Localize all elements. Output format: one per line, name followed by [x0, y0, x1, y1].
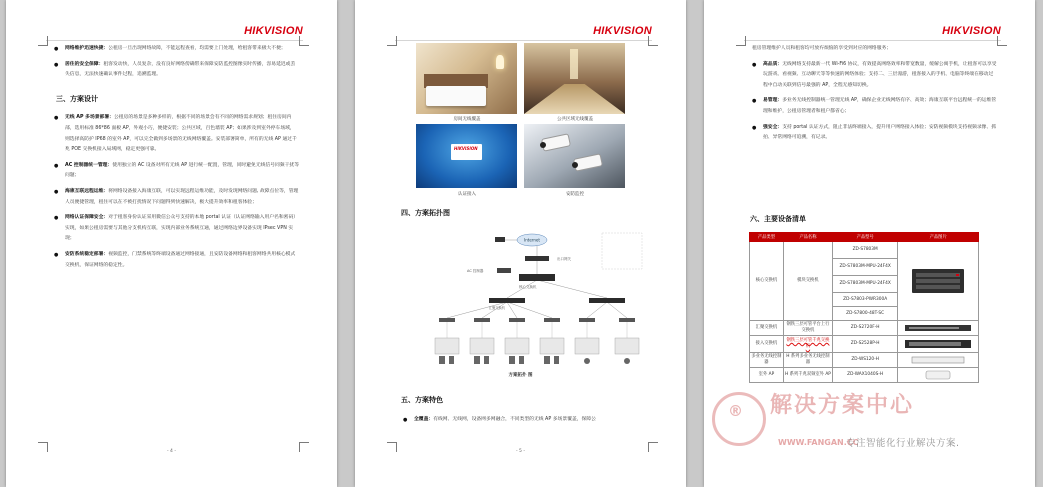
network-topology-diagram: [407, 228, 647, 378]
aggregation-switch-icon: [489, 298, 525, 303]
product-type-cell: 汇聚交换机: [750, 321, 784, 336]
photo-caption: 房间无线覆盖: [453, 117, 481, 122]
bullet-text: 租客发动快，人员复杂，没有良好网络傍确带来保障安防监控图像实时传播，容易延迟或丢失信息，无法快速确认事件过程，追溯监理。: [65, 61, 296, 78]
page-body: [752, 44, 997, 149]
bullet-text: 将网络设备接入海康互联，可以实现远程运维功能，及时发现网络问题, 故障点位等，管理人员便捷管理，租住可以在不被打扰情况下问题得到快速解决，极大提升效率和租客体验；: [65, 188, 299, 205]
laptop-icon: [474, 356, 480, 364]
equipment-table: [749, 232, 979, 383]
table-row: [750, 336, 979, 353]
phone-icon: [519, 356, 524, 364]
phone-icon: [554, 356, 559, 364]
hikvision-logo: HIKVISION: [454, 146, 478, 151]
bullet-item: [54, 213, 299, 245]
page-number: - 4 -: [167, 449, 176, 454]
page-body: [403, 415, 648, 431]
document-page-5: [355, 0, 686, 487]
product-model-cell: ZD-S2528P-H: [833, 336, 898, 353]
phone-icon: [449, 356, 454, 364]
product-type-cell: 接入交换机: [750, 336, 784, 353]
outdoor-ap-icon: [918, 369, 958, 381]
bullet-title: 居住的安全保障：: [65, 61, 104, 67]
product-model-cell: ZD-S2720F-H: [833, 321, 898, 336]
product-model-cell: ZD-S7803M-MPU-24F4X: [833, 259, 898, 276]
bullet-item: [54, 250, 299, 271]
chassis-switch-icon: [908, 265, 968, 297]
bullet-text: 公租房的场景是多种多样的，根据不同的场景会有不同的网络需求规划；租住房间内部，选用标准 86*86 面板 AP，外观小巧，便捷安装；公共区域，百色墙装 AP；如果涉及到室外停车场域，则选择高防护 IP68 的室外 AP，可以完全做到多场景的无线网络覆盖。安装部署简单，所有的无线 AP 通过千兆 POE 交换机接入局域网，稳定更强可靠。: [65, 115, 297, 153]
bullet-title: 易管理：: [763, 98, 783, 104]
product-image-cell: [898, 242, 979, 321]
table-header: 产品型号: [833, 233, 898, 242]
product-image-cell: [898, 336, 979, 353]
product-image-cell: [898, 321, 979, 336]
document-page-4: [6, 0, 337, 487]
poe-switch-icon: [903, 337, 973, 351]
topology-label-internet: Internet: [524, 237, 540, 243]
page-number: - 5 -: [516, 449, 525, 454]
product-type-cell: 多业务无线控制器: [750, 353, 784, 368]
header-rule: [395, 40, 652, 41]
bullet-item: [752, 123, 997, 144]
watermark-url: WWW.FANGAN.CC: [778, 438, 859, 447]
bullet-item: [54, 44, 299, 55]
access-switch-icon: [474, 318, 490, 322]
topology-label-agg: 汇聚交换机: [489, 306, 505, 310]
section-title: 五、方案特色: [401, 396, 443, 404]
access-switch-icon: [579, 318, 595, 322]
table-header: 产品图片: [898, 233, 979, 242]
hikvision-logo: HIKVISION: [244, 25, 303, 37]
product-model-cell: ZD-S7803M-MPU-24F4X: [833, 276, 898, 293]
photo-caption: 公共区域无线覆盖: [557, 117, 593, 122]
bullet-title: 网络认证保障安全：: [65, 215, 109, 221]
section-title: 三、方案设计: [56, 94, 98, 103]
bullet-title: 网络维护迅速快捷：: [65, 46, 109, 51]
product-type-cell: 室外 AP: [750, 368, 784, 383]
product-type-cell: 核心交换机: [750, 242, 784, 321]
product-model-cell: ZD-WAX1040S-H: [833, 368, 898, 383]
bullet-text: 支持 portal 认证方式，阻止非法终端接入，提升用户网络接入体验；安防视频模块支持视频录像、抓拍、异常网络可追溯，有记录。: [763, 124, 997, 141]
product-model-cell: ZD-S7803M: [833, 242, 898, 259]
bullet-text: 视频监控，门禁系统等终端设备通过网络接通，且安防设备网络和租客网络共用核心模式交换机，保证网络的稳定性。: [65, 251, 296, 268]
photo-caption: 安防监控: [566, 192, 584, 197]
bullet-text: 公租房一旦出现网络故障，不能远程查看，均需要上门处理，给租客带来极大不便；: [108, 46, 286, 51]
product-model-cell: ZD-S7803-PWR300A: [833, 293, 898, 307]
rack-switch-icon: [903, 322, 973, 334]
bullet-title: 安防系统稳定部署：: [65, 251, 109, 257]
bullet-text: 对于租客身份认证采用微信公众号支持的本地 portal 认证（认证网络输入用户名和密码）实现，如果公租房需要与其他分支机构互联，实现内部业务系统互通，通过网络边界设备实现 IPsec VPN 实现；: [65, 215, 299, 242]
bullet-item: [54, 60, 299, 81]
table-header: 产品名称: [783, 233, 832, 242]
watermark-title: 解决方案中心: [770, 392, 915, 418]
phone-icon: [484, 356, 489, 364]
bullet-item: [54, 113, 299, 155]
product-name-cell: 钢铁三层可管平台上行交换机: [783, 321, 832, 336]
page-body: [54, 44, 299, 276]
access-switch-icon: [509, 318, 525, 322]
product-name-cell: H 系列千兆双频室外 AP: [783, 368, 832, 383]
laptop-icon: [509, 356, 515, 364]
hikvision-logo: HIKVISION: [942, 25, 1001, 37]
diagram-caption: 方案拓扑 图: [508, 373, 533, 378]
photo-caption: 认证接入: [458, 192, 476, 197]
intro-text: 租房管理维护人员和租客均可放弃烦恼的享受到对应的网络服务；: [752, 46, 892, 51]
access-switch-icon: [619, 318, 635, 322]
bullet-title: 全覆盖：: [414, 417, 434, 422]
security-camera-photo: [524, 124, 625, 188]
header-rule: [744, 40, 1001, 41]
section-title: 六、主要设备清单: [750, 215, 806, 223]
firewall-icon: [525, 256, 549, 261]
laptop-icon: [439, 356, 445, 364]
product-image-cell: [898, 353, 979, 368]
aggregation-switch-icon: [589, 298, 625, 303]
table-row: [750, 242, 979, 259]
table-row: [750, 321, 979, 336]
wireless-controller-icon: [908, 354, 968, 366]
laptop-icon: [544, 356, 550, 364]
crop-mark: [648, 36, 658, 46]
camera-icon: [624, 358, 630, 364]
bullet-text: 使用独立的 AC 设备对所有无线 AP 进行统一配置，管理，同时避免无线信号同频干扰等问题；: [65, 162, 299, 179]
watermark: ® 解决方案中心 WWW.FANGAN.CC 专注智能化行业解决方案.: [706, 386, 1043, 476]
access-switch-icon: [439, 318, 455, 322]
camera-icon: [584, 358, 590, 364]
bullet-item: [752, 96, 997, 117]
table-row: [750, 368, 979, 383]
table-row: [750, 353, 979, 368]
bullet-title: 海康互联远程运维：: [65, 188, 109, 194]
product-name-cell: 钢铁三层可管千兆交换机: [783, 336, 832, 353]
product-image-cell: [898, 368, 979, 383]
access-switch-icon: [544, 318, 560, 322]
product-model-cell: ZD-WS120-H: [833, 353, 898, 368]
bullet-title: 强安全：: [763, 124, 783, 130]
bullet-title: AC 控制器统一管理：: [65, 162, 113, 168]
bullet-item: [752, 60, 997, 92]
ac-controller-icon: [497, 268, 511, 273]
portal-screen-photo: [416, 124, 517, 188]
section-title: 四、方案拓扑图: [401, 209, 450, 217]
bullet-text: 有线网、无线网，设备网多网融合，不同类型的无线 AP 多场景覆盖，保障公: [433, 417, 596, 422]
crop-mark: [387, 36, 397, 46]
bullet-item: [403, 415, 648, 426]
topology-label-ac: AC 控制器: [467, 269, 484, 273]
bullet-text: 多业务无线控制器统一管理无线 AP，确保企业无线网络有序、高效；海康互联平台远程统一的运维管理和维护，公租房管理者和租户都省心；: [763, 98, 997, 114]
topology-label-core: 核心交换机: [519, 285, 537, 289]
product-name-cell: H 系列多业务无线控制器: [783, 353, 832, 368]
crop-mark: [997, 36, 1007, 46]
bullet-item: [54, 187, 299, 208]
hotel-room-photo: [416, 43, 517, 114]
crop-mark: [736, 36, 746, 46]
table-header: 产品类型: [750, 233, 784, 242]
core-switch-icon: [519, 274, 555, 281]
document-page-6: [704, 0, 1035, 487]
hikvision-logo: HIKVISION: [593, 25, 652, 37]
header-rule: [46, 40, 303, 41]
bullet-title: 无线 AP 多场景部署：: [65, 115, 114, 121]
watermark-slogan: 专注智能化行业解决方案.: [846, 438, 960, 449]
product-model-cell: ZD-S7800-48T-SC: [833, 307, 898, 321]
product-name-cell: 模块交换机: [783, 242, 832, 321]
bullet-item: [54, 161, 299, 182]
corridor-photo: [524, 43, 625, 114]
router-icon: [495, 237, 505, 242]
crop-mark: [38, 36, 48, 46]
topology-label-outlet: 出口网关: [557, 257, 571, 261]
crop-mark: [299, 36, 309, 46]
bullet-title: 高品质：: [763, 61, 783, 67]
bullet-text: 无线网络支持最新一代 Wi-Fi6 协议，有效提高网络效率和带宽数量，缓解公寓手机，让租客可以享受玩游戏、看视频、互动聊天等等快速的网络体验；支持二、三层漫游，租客接入的手机、电脑等终端在移动过程中自动关联到信号最强的 AP，全程无感知切换。: [763, 61, 997, 88]
